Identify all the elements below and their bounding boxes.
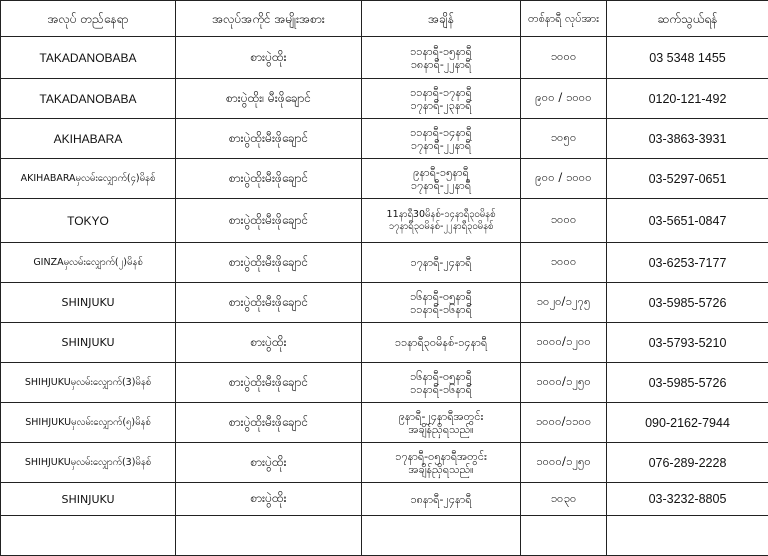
empty-row <box>1 516 768 556</box>
wage-cell: ၁၀၀၀/၁၁၀၀ <box>521 403 607 443</box>
table-row <box>1 79 768 119</box>
hours-cell <box>362 443 521 483</box>
hours-line: ၁၁နာရီ-၁၇နာရီ <box>365 86 517 99</box>
hours-line: ၁၇နာရီ-၂၃နာရီ <box>365 99 517 112</box>
empty-cell <box>362 516 521 556</box>
table-row <box>1 243 768 283</box>
table-row <box>1 443 768 483</box>
location-cell: SHINJUKU <box>1 483 176 516</box>
location-cell: GINZAမှလမ်းလျှောက်(၂)မိနစ် <box>1 243 176 283</box>
header-row <box>1 1 768 37</box>
empty-cell <box>607 516 768 556</box>
wage-cell: ၁၀၂၀/၁၂၇၅ <box>521 283 607 323</box>
hours-line: ၉နာရီ-၁၅နာရီ <box>365 166 517 179</box>
hours-cell <box>362 119 521 159</box>
hours-line: ၁၁နာရီ-၁၆နာရီ <box>365 383 517 396</box>
phone-cell: 03-5985-5726 <box>607 283 768 323</box>
hours-line: ၁၇နာရီ-၂၄နာရီ <box>365 256 517 269</box>
hours-line: အချိန်ညှိရသည်။ <box>365 423 517 436</box>
wage-cell: ၁၀၅၀ <box>521 119 607 159</box>
wage-cell: ၁၀၃၀ <box>521 483 607 516</box>
wage-cell: ၉၀၀ / ၁၀၀၀ <box>521 79 607 119</box>
hours-cell <box>362 363 521 403</box>
location-cell: AKIHABARAမှလမ်းလျှောက်(၄)မိနစ် <box>1 159 176 199</box>
header-job-type: အလုပ်အကိုင် အမျိုးအစား <box>176 1 362 37</box>
phone-cell: 03-3863-3931 <box>607 119 768 159</box>
phone-cell: 03-5985-5726 <box>607 363 768 403</box>
wage-cell: ၁၀၀၀ <box>521 243 607 283</box>
table-row <box>1 37 768 79</box>
hours-line: ၁၇နာရီ-၂၂နာရီ <box>365 139 517 152</box>
phone-cell: 0120-121-492 <box>607 79 768 119</box>
job-type-cell: စားပွဲထိုး၊ မီးဖိုချောင် <box>176 79 362 119</box>
hours-line: ၁၈နာရီ-၂၂နာရီ <box>365 58 517 71</box>
phone-cell: 090-2162-7944 <box>607 403 768 443</box>
job-type-cell: စားပွဲထိုးမီးဖိုချောင် <box>176 363 362 403</box>
table-row <box>1 199 768 243</box>
hours-line: ၁၇နာရီ၃၀မိနစ်-၂၂နာရီ၃၀မိနစ် <box>363 221 519 233</box>
phone-cell: 03 5348 1455 <box>607 37 768 79</box>
phone-cell: 076-289-2228 <box>607 443 768 483</box>
job-type-cell: စားပွဲထိုးမီးဖိုချောင် <box>176 199 362 243</box>
phone-cell: 03-5297-0651 <box>607 159 768 199</box>
job-type-cell: စားပွဲထိုး <box>176 483 362 516</box>
hours-cell <box>362 483 521 516</box>
job-type-cell: စားပွဲထိုး <box>176 37 362 79</box>
hours-cell <box>362 79 521 119</box>
hours-cell <box>362 37 521 79</box>
job-type-cell: စားပွဲထိုး <box>176 323 362 363</box>
hours-line: ၉နာရီ-၂၄နာရီအတွင်း <box>365 410 517 423</box>
hours-cell <box>362 403 521 443</box>
hours-cell <box>362 199 521 243</box>
table-row <box>1 363 768 403</box>
location-cell: SHINJUKU <box>1 283 176 323</box>
job-type-cell: စားပွဲထိုးမီးဖိုချောင် <box>176 283 362 323</box>
header-location: အလုပ် တည်နေရာ <box>1 1 176 37</box>
location-cell: TOKYO <box>1 199 176 243</box>
location-cell: SHINJUKU <box>1 323 176 363</box>
hours-line: ၁၁နာရီ-၁၅နာရီ <box>365 45 517 58</box>
hours-line: 11နာရီ30မိနစ်-၁၄နာရီ၃၀မိနစ် <box>363 209 519 221</box>
table-row <box>1 403 768 443</box>
wage-cell: ၁၀၀၀ <box>521 199 607 243</box>
wage-cell: ၁၀၀၀/၁၂၅၀ <box>521 363 607 403</box>
table-row <box>1 159 768 199</box>
hours-line: ၁၈နာရီ-၂၄နာရီ <box>365 493 517 506</box>
location-cell: AKIHABARA <box>1 119 176 159</box>
header-contact: ဆက်သွယ်ရန် <box>607 1 768 37</box>
wage-cell: ၉၀၀ / ၁၀၀၀ <box>521 159 607 199</box>
hours-line: အချိန်ညှိရသည်။ <box>365 463 517 476</box>
hours-line: ၁၁နာရီ-၁၆နာရီ <box>365 303 517 316</box>
hours-line: ၁၆နာရီ-၀၅နာရီ <box>365 290 517 303</box>
job-type-cell: စားပွဲထိုးမီးဖိုချောင် <box>176 119 362 159</box>
job-type-cell: စားပွဲထိုးမီးဖိုချောင် <box>176 159 362 199</box>
empty-cell <box>521 516 607 556</box>
hours-line: ၁၇နာရီ-၀၅နာရီအတွင်း <box>365 450 517 463</box>
empty-cell <box>1 516 176 556</box>
hours-line: ၁၇နာရီ-၂၂နာရီ <box>365 179 517 192</box>
hours-line: ၁၁နာရီ၃၀မိနစ်-၁၄နာရီ <box>365 336 517 349</box>
wage-cell: ၁၀၀၀/၁၂၀၀ <box>521 323 607 363</box>
job-type-cell: စားပွဲထိုး <box>176 443 362 483</box>
hours-line: ၁၆နာရီ-၀၅နာရီ <box>365 370 517 383</box>
job-type-cell: စားပွဲထိုးမီးဖိုချောင် <box>176 243 362 283</box>
location-cell: SHIHJUKUမှလမ်းလျှောက်(3)မိနစ် <box>1 363 176 403</box>
job-type-cell: စားပွဲထိုးမီးဖိုချောင် <box>176 403 362 443</box>
phone-cell: 03-6253-7177 <box>607 243 768 283</box>
location-cell: SHIHJUKUမှလမ်းလျှောက်(3)မိနစ် <box>1 443 176 483</box>
phone-cell: 03-5651-0847 <box>607 199 768 243</box>
table-row <box>1 119 768 159</box>
phone-cell: 03-3232-8805 <box>607 483 768 516</box>
header-hourly-wage: တစ်နာရီ လုပ်အား <box>521 1 607 37</box>
hours-cell <box>362 323 521 363</box>
phone-cell: 03-5793-5210 <box>607 323 768 363</box>
hours-line: ၁၁နာရီ-၁၄နာရီ <box>365 126 517 139</box>
table-row <box>1 483 768 516</box>
hours-cell <box>362 159 521 199</box>
location-cell: SHIHJUKUမှလမ်းလျှောက်(၅)မိနစ် <box>1 403 176 443</box>
hours-cell <box>362 283 521 323</box>
table-row <box>1 323 768 363</box>
location-cell: TAKADANOBABA <box>1 37 176 79</box>
empty-cell <box>176 516 362 556</box>
hours-cell <box>362 243 521 283</box>
wage-cell: ၁၀၀၀ <box>521 37 607 79</box>
header-time: အချိန် <box>362 1 521 37</box>
wage-cell: ၁၀၀၀/၁၂၅၀ <box>521 443 607 483</box>
table-row <box>1 283 768 323</box>
location-cell: TAKADANOBABA <box>1 79 176 119</box>
